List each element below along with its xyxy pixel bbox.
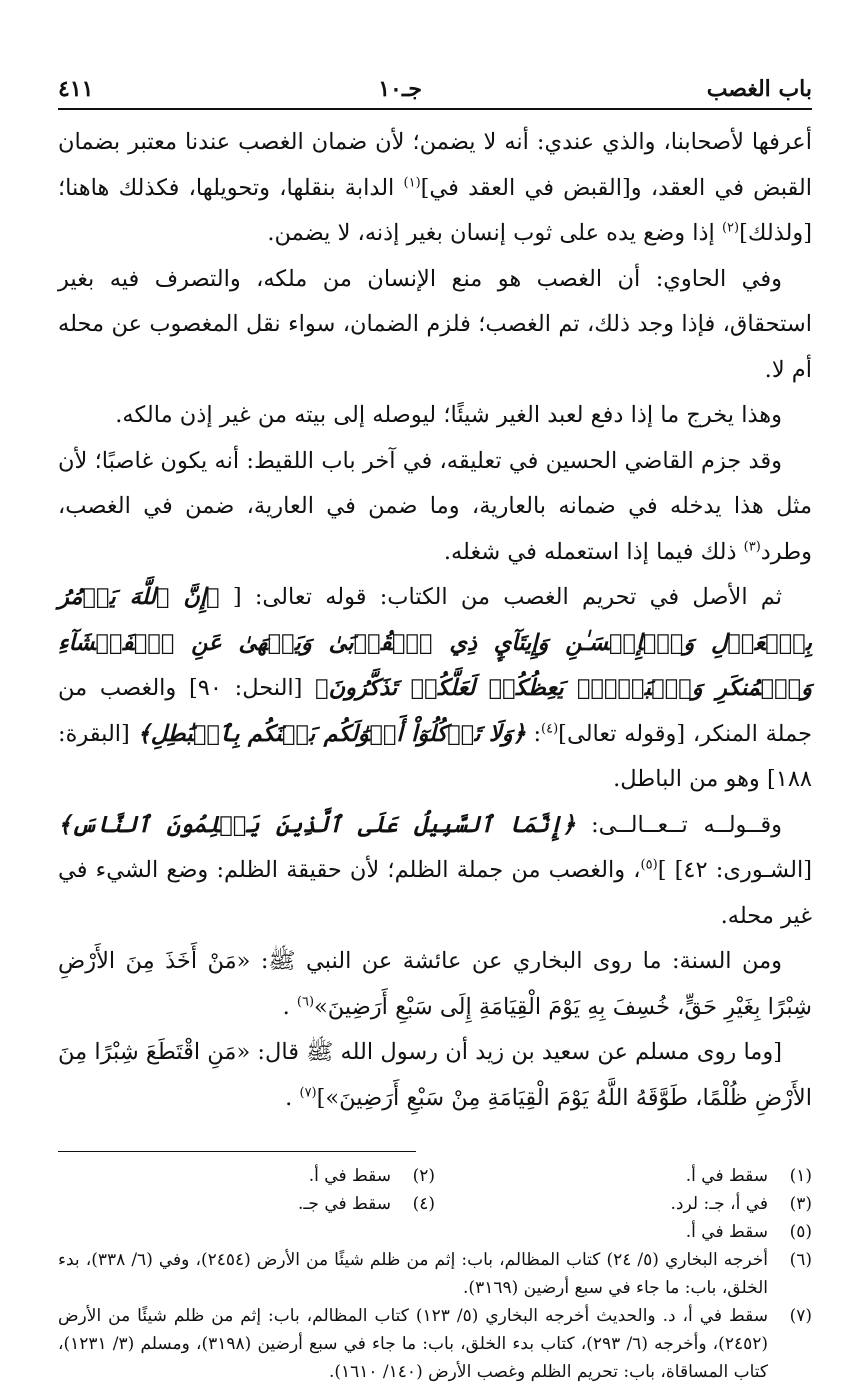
paragraph-3: وهذا يخرج ما إذا دفع لعبد الغير شيئًا؛ ليوصله إلى بيته من غير إذن مالكه. [115,402,782,428]
footnote-item: (٣) في أ، جـ: لرد. [670,1194,812,1214]
footnote-ref-3: (٣) [743,539,761,554]
footnote-ref-1: (١) [403,175,421,190]
page-number: ٤١١ [58,76,94,102]
footnote-item: (٧) سقط في أ، د. والحديث أخرجه البخاري (٥/ ١٢٣) كتاب المظالم، باب: إثم من ظلم شيئًا من الأرض (٢٤٥٢)، وأخرجه (٦/ ٢٩٣)، كتاب بدء الخلق، باب: ما جاء في سبع أرضين (٣١٩٨)، ومسلم (٣/ ١٢٣١)، كتاب المساقاة، باب: تحريم الظلم وغصب الأرض (١٤٠/ ١٦١٠). [58,1306,812,1382]
footnote-item: (٦) أخرجه البخاري (٥/ ٢٤) كتاب المظالم، باب: إثم من ظلم شيئًا من الأرض (٢٤٥٤)، وفي (٦/ ٣٣٨)، بدء الخلق، باب: ما جاء في سبع أرضين (٣١٦٩). [58,1250,812,1298]
footnote-item: (٥) سقط في أ. [685,1222,812,1242]
footnote-item: (١) سقط في أ. [685,1166,812,1186]
footnote-ref-4: (٤) [541,721,559,736]
volume-label: جـ١٠ [378,76,422,102]
running-header [58,72,812,106]
paragraph-2: وفي الحاوي: أن الغصب هو منع الإنسان من ملكه، والتصرف فيه بغير استحقاق، فإذا وجد ذلك، تم الغصب؛ فلزم الضمان، سواء نقل المغصوب عن محله أم لا. [58,265,812,383]
quran-verse-baqarah: ﴿وَلَا تَأۡكُلُوٓاْ أَمۡوَٰلَكُم بَيۡنَكُم بِٱلۡبَٰطِلِ﴾ [137,720,526,747]
paragraph-1: أعرفها لأصحابنا، والذي عندي: أنه لا يضمن؛ لأن ضمان الغصب عندنا معتبر بضمان القبض في العقد، و[القبض في العقد في]$^{(١)}$ الدابة بنقلها، وتحويلها، فكذلك هاهنا؛ [ولذلك]$^{(٢)}$ إذا وضع يده على ثوب إنسان بغير إذنه، لا يضمن. [58,129,812,246]
footnote-row [58,1190,812,1218]
footnote-ref-6: (٦) [296,994,315,1009]
footnotes [58,1162,812,1386]
footnote-separator [58,1151,416,1152]
footnote-item: (٤) سقط في جـ. [298,1194,435,1214]
paragraph-7: ومن السنة: ما روى البخاري عن عائشة عن النبي ﷺ: «مَنْ أَخَذَ مِنَ الأَرْضِ شِبْرًا بِغَيْرِ حَقٍّ، خُسِفَ بِهِ يَوْمَ الْقِيَامَةِ إِلَى سَبْعِ أَرَضِينَ»$^{(٦)}$ . [58,948,812,1020]
quran-verse-nahl: ﴿إِنَّ ٱللَّهَ يَأۡمُرُ بِٱلۡعَدۡلِ وَٱلۡإِحۡسَـٰنِ وَإِيتَآيِٕ ذِي ٱلۡقُرۡبَىٰ وَيَنۡهَىٰ عَنِ ٱلۡفَحۡشَآءِ وَٱلۡمُنكَرِ وَٱلۡبَغۡيِۚ يَعِظُكُمۡ لَعَلَّكُمۡ تَذَكَّرُونَ﴾ [58,584,813,701]
paragraph-8: [وما روى مسلم عن سعيد بن زيد أن رسول الله ﷺ قال: «مَنِ اقْتَطَعَ شِبْرًا مِنَ الأَرْضِ ظُلْمًا، طَوَّقَهُ اللَّهُ يَوْمَ الْقِيَامَةِ مِنْ سَبْعِ أَرَضِينَ»]$^{(٧)}$ . [58,1039,812,1111]
chapter-title: باب الغصب [706,76,812,102]
paragraph-5: ثم الأصل في تحريم الغصب من الكتاب: قوله تعالى: [ ﴿إِنَّ ٱللَّهَ يَأۡمُرُ بِٱلۡعَدۡلِ وَٱلۡإِحۡسَـٰنِ وَإِيتَآيِٕ ذِي ٱلۡقُرۡبَىٰ وَيَنۡهَىٰ عَنِ ٱلۡفَحۡشَآءِ وَٱلۡمُنكَرِ وَٱلۡبَغۡيِۚ يَعِظُكُمۡ لَعَلَّكُمۡ تَذَكَّرُونَ﴾ [النحل: ٩٠] والغصب من جملة المنكر، [وقوله تعالى]$^{(٤)}$: ﴿وَلَا تَأۡكُلُوٓاْ أَمۡوَٰلَكُم بَيۡنَكُم بِٱلۡبَٰطِلِ﴾ [البقرة: ١٨٨] وهو من الباطل. [58,584,813,792]
main-text [58,120,812,1121]
paragraph-4: وقد جزم القاضي الحسين في تعليقه، في آخر باب اللقيط: أنه يكون غاصبًا؛ لأن مثل هذا يدخله في ضمانه بالعارية، وما ضمن في العارية، ضمن في الغصب، وطرد$^{(٣)}$ ذلك فيما إذا استعمله في شغله. [58,447,812,565]
quran-verse-shura: ﴿إِنَّمَا ٱلسَّبِيلُ عَلَى ٱلَّذِينَ يَظۡلِمُونَ ٱلنَّاسَ﴾ [58,811,576,838]
footnote-item: (٢) سقط في أ. [308,1166,435,1186]
footnote-ref-5: (٥) [640,857,658,873]
header-rule [58,108,812,110]
book-page [58,72,812,1386]
footnote-ref-2: (٢) [721,220,740,236]
footnote-ref-7: (٧) [299,1085,317,1100]
footnote-row [58,1162,812,1190]
paragraph-6: وقــولــه تــعــالــى: ﴿إِنَّمَا ٱلسَّبِيلُ عَلَى ٱلَّذِينَ يَظۡلِمُونَ ٱلنَّاسَ﴾ [الشـورى: ٤٢] ]$^{(٥)}$، والغصب من جملة الظلم؛ لأن حقيقة الظلم: وضع الشيء في غير محله. [58,811,812,929]
